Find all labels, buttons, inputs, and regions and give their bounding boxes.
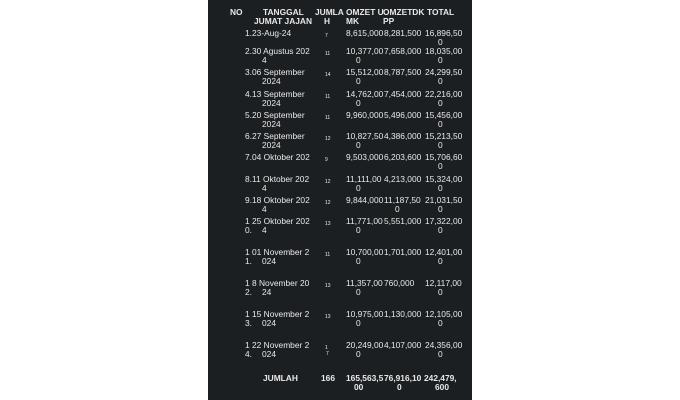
row-11-tot-a: 12,401,00 [425,247,463,257]
row-2-tgl-a: 30 Agustus 202 [252,46,310,56]
row-12-tot-a: 12,117,00 [425,278,462,288]
row-4-umk-a: 14,762,00 [346,89,384,99]
header-omzet-umk: OMZET U [346,7,384,17]
row-14-tgl-a: 22 November 2 [252,340,310,350]
row-12-jumlah: 13 [325,283,331,289]
row-11-umk-a: 10,700,00 [346,247,384,257]
row-11-tgl-a: 01 November 2 [252,247,310,257]
row-5-jumlah: 11 [325,115,331,121]
row-9-no-a: 9. [245,195,252,205]
row-9-dkpp-a: 11,187,50 [384,195,421,205]
row-14-tgl-b: 024 [262,349,276,359]
row-2-no-a: 2. [245,46,252,56]
row-11-no-a: 1 [245,247,250,257]
row-5-umk-a: 9,960,000 [346,110,384,120]
row-3-tgl-a: 06 September [252,67,305,77]
row-4-dkpp-a: 7,454,000 [384,89,422,99]
row-8-umk-a: 11,111,00 [346,174,382,184]
row-13-tot-b: 0 [438,318,443,328]
row-3-umk-a: 15,512,00 [346,67,384,77]
row-9-tgl-a: 18 Oktober 202 [252,195,310,205]
row-10-umk-a: 11,771,00 [346,216,383,226]
row-1-tgl-a: 23-Aug-24 [252,28,292,38]
row-10-dkpp-a: 5,551,000 [384,216,422,226]
row-2-tot-b: 0 [438,55,443,65]
row-3-tgl-b: 2024 [262,76,281,86]
row-5-tot-b: 0 [438,119,443,129]
row-4-jumlah: 11 [325,94,331,100]
header-jumlah-sub: H [324,16,331,26]
row-10-jumlah: 13 [325,221,331,227]
row-11-tot-b: 0 [438,256,443,266]
totals-omzet-dkpp: 76,916,10 [384,373,422,383]
row-2-dkpp-a: 7,658,000 [384,46,422,56]
row-9-tgl-b: 4 [262,204,267,214]
row-12-tgl-b: 24 [262,287,272,297]
row-3-no-a: 3. [245,67,252,77]
row-14-tot-a: 24,356,00 [425,340,463,350]
row-10-no-b: 0. [245,225,252,235]
row-3-dkpp-a: 8,787,500 [384,67,422,77]
row-14-no-b: 4. [245,349,252,359]
row-7-jumlah: 9 [325,157,328,163]
row-6-tot-a: 15,213,50 [425,131,463,141]
row-3-umk-b: 0 [356,76,361,86]
recap-table [208,0,472,400]
totals-omzet-umk-cont: 00 [354,382,364,392]
row-11-tgl-b: 024 [262,256,276,266]
row-7-tot-a: 15,706,60 [425,152,463,162]
row-7-tot-b: 0 [438,161,443,171]
row-7-tgl-a: 04 Oktober 202 [252,152,310,162]
header-omzet-dkpp: OMZETDK [383,7,425,17]
row-8-tgl-a: 11 Oktober 202 [252,174,310,184]
row-12-no-a: 1 [245,278,250,288]
row-13-tgl-a: 15 November 2 [252,309,310,319]
row-1-no-a: 1. [245,28,252,38]
row-3-tot-a: 24,299,50 [425,67,463,77]
row-10-tgl-b: 4 [262,225,267,235]
row-8-tgl-b: 4 [262,183,267,193]
row-1-dkpp-a: 8,281,500 [384,28,422,38]
header-jumlah: JUMLA [315,7,344,17]
header-omzet-dkpp-sub: PP [383,16,395,26]
row-13-no-b: 3. [245,318,252,328]
row-12-tot-b: 0 [438,287,443,297]
row-11-jumlah: 11 [325,252,331,258]
row-14-no-a: 1 [245,340,250,350]
row-6-dkpp-a: 4,386,000 [384,131,422,141]
row-6-umk-a: 10,827,50 [346,131,384,141]
row-4-tgl-a: 13 September [252,89,305,99]
row-5-tgl-a: 20 September [252,110,305,120]
totals-total-cont: 600 [435,382,449,392]
row-4-tot-a: 22,216,00 [425,89,463,99]
row-13-umk-b: 0 [356,318,361,328]
row-9-tot-a: 21,031,50 [425,195,463,205]
row-2-jumlah: 11 [325,51,331,57]
row-5-tot-a: 15,456,00 [425,110,463,120]
row-10-tot-a: 17,322,00 [425,216,463,226]
totals-omzet-dkpp-cont: 0 [397,382,402,392]
row-2-tot-a: 18,035,00 [425,46,463,56]
row-13-tot-a: 12,105,00 [425,309,463,319]
row-12-no-b: 2. [245,287,252,297]
row-1-jumlah: 7 [325,33,328,39]
row-14-umk-b: 0 [356,349,361,359]
row-7-no-a: 7. [245,152,252,162]
row-8-umk-b: 0 [356,183,361,193]
row-9-umk-a: 9,844,000 [346,195,384,205]
row-4-umk-b: 0 [356,98,361,108]
row-8-tot-b: 0 [438,183,443,193]
row-8-dkpp-a: 4,213,000 [384,174,422,184]
row-13-umk-a: 10,975,00 [346,309,384,319]
row-13-dkpp-a: 1,130,000 [384,309,422,319]
row-1-tot-a: 16,896,50 [425,28,463,38]
row-12-umk-b: 0 [356,287,361,297]
row-6-no-a: 6. [245,131,252,141]
row-12-umk-a: 11,357,00 [346,278,383,288]
row-14-jumlah: 1 [325,345,328,351]
row-11-dkpp-a: 1,701,000 [384,247,422,257]
row-6-tgl-a: 27 September [252,131,305,141]
row-7-umk-a: 9,503,000 [346,152,384,162]
row-4-tgl-b: 2024 [262,98,281,108]
row-3-tot-b: 0 [438,76,443,86]
row-10-umk-b: 0 [356,225,361,235]
row-8-jumlah: 12 [325,179,331,185]
row-1-umk-a: 8,615,000 [346,28,384,38]
row-13-jumlah: 13 [325,314,331,320]
row-5-tgl-b: 2024 [262,119,281,129]
totals-jumlah: 166 [321,373,335,383]
totals-label: JUMLAH [263,373,298,383]
row-12-dkpp-a: 760,000 [384,278,415,288]
row-2-tgl-b: 4 [262,55,267,65]
row-4-no-a: 4. [245,89,252,99]
row-14-tot-b: 0 [438,349,443,359]
row-9-jumlah: 12 [325,200,331,206]
row-7-dkpp-a: 6,203,600 [384,152,422,162]
row-11-umk-b: 0 [356,256,361,266]
header-omzet-umk-sub: MK [346,16,360,26]
row-6-tot-b: 0 [438,140,443,150]
row-12-tgl-a: 8 November 20 [252,278,310,288]
row-10-no-a: 1 [245,216,250,226]
row-5-no-a: 5. [245,110,252,120]
row-14-jumlah-cont: 7 [326,351,329,357]
row-13-no-a: 1 [245,309,250,319]
row-9-dkpp-b: 0 [395,204,400,214]
header-tanggal: TANGGAL [263,7,304,17]
totals-total: 242,479, [424,373,457,383]
header-total: TOTAL [427,7,455,17]
row-6-jumlah: 12 [325,136,331,142]
row-9-tot-b: 0 [438,204,443,214]
header-no: NO [230,7,243,17]
header-tanggal-sub: JUMAT JAJAN [254,16,313,26]
row-8-no-a: 8. [245,174,252,184]
row-13-tgl-b: 024 [262,318,276,328]
row-14-umk-a: 20,249,00 [346,340,384,350]
row-8-tot-a: 15,324,00 [425,174,463,184]
row-11-no-b: 1. [245,256,252,266]
row-6-umk-b: 0 [356,140,361,150]
row-4-tot-b: 0 [438,98,443,108]
totals-omzet-umk: 165,563,5 [346,373,384,383]
row-1-tot-b: 0 [438,37,443,47]
row-5-dkpp-a: 5,496,000 [384,110,422,120]
row-3-jumlah: 14 [325,72,331,78]
row-10-tot-b: 0 [438,225,443,235]
row-10-tgl-a: 25 Oktober 202 [252,216,310,226]
row-2-umk-a: 10,377,00 [346,46,384,56]
row-2-umk-b: 0 [356,55,361,65]
row-14-dkpp-a: 4,107,000 [384,340,422,350]
row-6-tgl-b: 2024 [262,140,281,150]
